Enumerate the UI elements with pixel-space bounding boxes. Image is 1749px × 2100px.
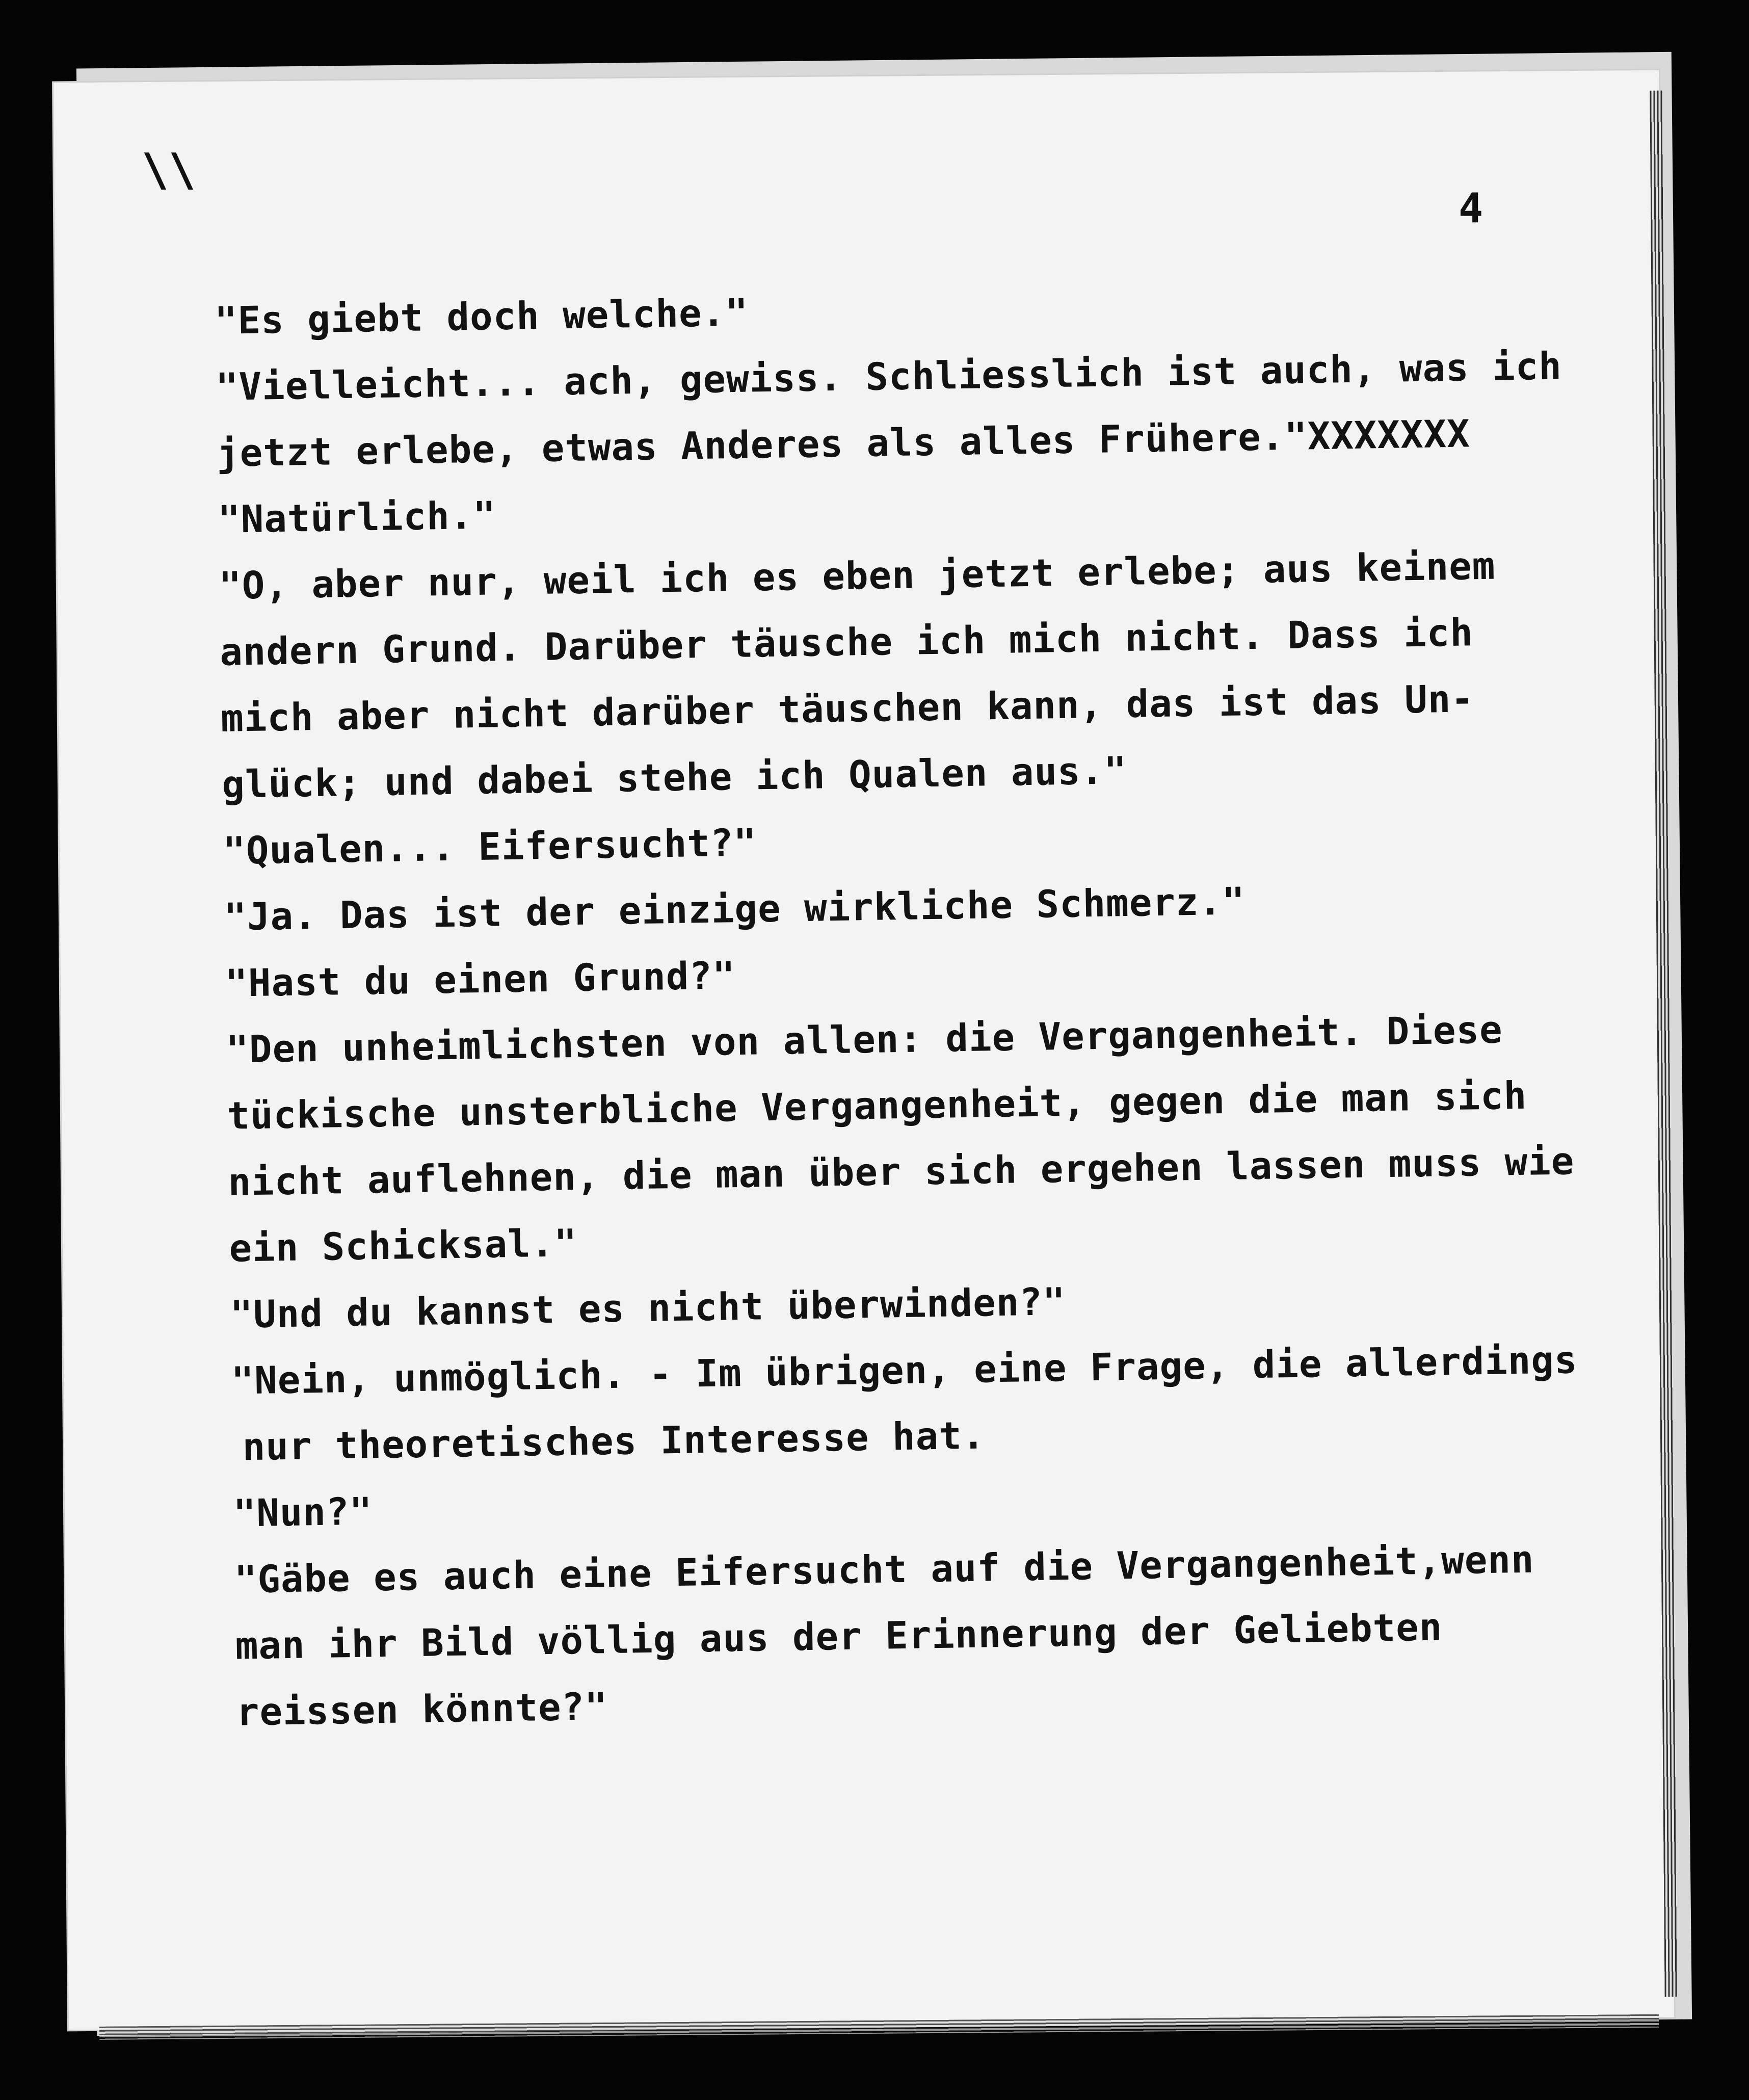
page-stack-edge-bottom <box>99 2014 1659 2040</box>
text-line: glück; und dabei stehe ich Qualen aus." <box>221 748 1128 807</box>
text-line: nicht auflehnen, die man über sich ergehen lassen muss wie <box>227 1139 1575 1204</box>
text-line: jetzt erlebe, etwas Anderes als alles Frühere."XXXXXXX <box>216 412 1471 476</box>
text-line: "Es giebt doch welche." <box>214 291 749 343</box>
text-line: man ihr Bild völlig aus der Erinnerung der Geliebten <box>235 1605 1443 1668</box>
text-line: "Und du kannst es nicht überwinden?" <box>229 1279 1066 1337</box>
text-line: "Nun?" <box>233 1489 373 1536</box>
text-line: "Qualen... Eifersucht?" <box>222 821 757 873</box>
text-line: "Gäbe es auch eine Eifersucht auf die Vergangenheit,wenn <box>234 1537 1535 1602</box>
text-line: "O, aber nur, weil ich es eben jetzt erlebe; aus keinem <box>218 544 1496 608</box>
text-line: "Natürlich." <box>217 493 497 542</box>
page-number: 4 <box>1459 185 1483 232</box>
text-line: "Nein, unmöglich. - Im übrigen, eine Frage, die allerdings <box>231 1338 1578 1403</box>
text-line: "Ja. Das ist der einzige wirkliche Schmerz." <box>223 879 1246 939</box>
text-line: reissen könnte?" <box>236 1685 608 1735</box>
text-line: mich aber nicht darüber täuschen kann, das ist das Un- <box>220 677 1475 741</box>
text-line: ein Schicksal." <box>228 1221 578 1271</box>
text-line: andern Grund. Darüber täusche ich mich nicht. Dass ich <box>219 611 1474 674</box>
corner-mark: \\ <box>142 144 196 196</box>
text-line: "Hast du einen Grund?" <box>224 954 736 1006</box>
text-line: "Vielleicht... ach, gewiss. Schliesslich ist auch, was ich <box>215 344 1562 409</box>
text-line: "Den unheimlichsten von allen: die Vergangenheit. Diese <box>225 1008 1503 1072</box>
text-line: nur theoretisches Interesse hat. <box>242 1413 986 1469</box>
typed-text-block <box>214 266 1644 1746</box>
text-line: tückische unsterbliche Vergangenheit, gegen die man sich <box>226 1073 1527 1138</box>
